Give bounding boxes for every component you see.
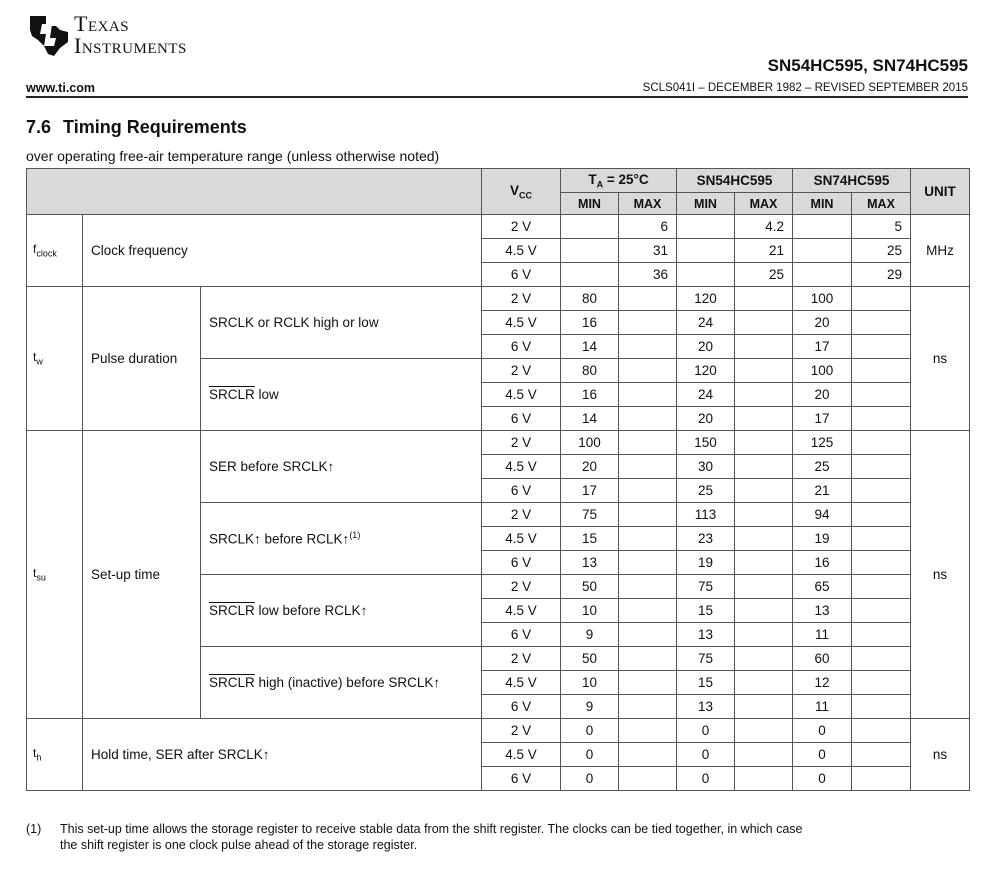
value-cell <box>852 767 911 791</box>
vcc-cell: 4.5 V <box>482 383 561 407</box>
value-cell: 60 <box>793 647 852 671</box>
value-cell <box>852 695 911 719</box>
value-cell <box>619 767 677 791</box>
value-cell <box>793 263 852 287</box>
value-cell: 31 <box>619 239 677 263</box>
header-rule <box>26 96 968 98</box>
value-cell <box>619 383 677 407</box>
value-cell <box>735 647 793 671</box>
value-cell <box>619 719 677 743</box>
value-cell <box>735 599 793 623</box>
section-title: Timing Requirements <box>63 117 247 137</box>
value-cell: 19 <box>677 551 735 575</box>
vcc-cell: 6 V <box>482 263 561 287</box>
value-cell: 20 <box>793 383 852 407</box>
value-cell: 29 <box>852 263 911 287</box>
condition-cell: SRCLR low before RCLK↑ <box>201 575 482 647</box>
value-cell <box>619 359 677 383</box>
website-link[interactable]: www.ti.com <box>26 81 95 95</box>
value-cell <box>735 551 793 575</box>
value-cell: 150 <box>677 431 735 455</box>
value-cell: 6 <box>619 215 677 239</box>
condition-cell: SER before SRCLK↑ <box>201 431 482 503</box>
value-cell <box>735 479 793 503</box>
value-cell: 25 <box>852 239 911 263</box>
vcc-cell: 4.5 V <box>482 527 561 551</box>
value-cell: 24 <box>677 311 735 335</box>
vcc-cell: 2 V <box>482 719 561 743</box>
value-cell: 0 <box>561 719 619 743</box>
value-cell <box>677 263 735 287</box>
value-cell <box>852 335 911 359</box>
value-cell: 125 <box>793 431 852 455</box>
param-description: Hold time, SER after SRCLK↑ <box>83 719 482 791</box>
value-cell <box>735 671 793 695</box>
value-cell <box>619 407 677 431</box>
value-cell: 10 <box>561 671 619 695</box>
value-cell <box>619 335 677 359</box>
value-cell: 0 <box>677 767 735 791</box>
value-cell <box>852 503 911 527</box>
value-cell: 120 <box>677 287 735 311</box>
value-cell: 17 <box>793 407 852 431</box>
param-description: Clock frequency <box>83 215 482 287</box>
value-cell: 15 <box>677 599 735 623</box>
value-cell <box>793 215 852 239</box>
section-number: 7.6 <box>26 117 52 137</box>
value-cell: 0 <box>677 743 735 767</box>
value-cell <box>561 239 619 263</box>
value-cell <box>852 431 911 455</box>
value-cell: 16 <box>793 551 852 575</box>
value-cell: 24 <box>677 383 735 407</box>
value-cell <box>852 551 911 575</box>
value-cell: 0 <box>793 743 852 767</box>
value-cell <box>735 575 793 599</box>
value-cell: 120 <box>677 359 735 383</box>
vcc-cell: 6 V <box>482 695 561 719</box>
value-cell <box>619 599 677 623</box>
header-min: MIN <box>561 193 619 215</box>
header-min: MIN <box>793 193 852 215</box>
value-cell: 11 <box>793 623 852 647</box>
value-cell <box>852 671 911 695</box>
unit-cell: ns <box>911 287 970 431</box>
value-cell <box>852 287 911 311</box>
vcc-cell: 2 V <box>482 359 561 383</box>
value-cell: 30 <box>677 455 735 479</box>
param-symbol: $t_{su}$ <box>27 431 83 719</box>
value-cell <box>852 407 911 431</box>
value-cell <box>852 359 911 383</box>
document-info: SCLS041I – DECEMBER 1982 – REVISED SEPTEMBER 2015 <box>642 82 968 94</box>
condition-cell: SRCLR high (inactive) before SRCLK↑ <box>201 647 482 719</box>
value-cell <box>852 719 911 743</box>
value-cell: 50 <box>561 647 619 671</box>
value-cell: 19 <box>793 527 852 551</box>
value-cell <box>735 767 793 791</box>
value-cell <box>677 239 735 263</box>
vcc-cell: 4.5 V <box>482 239 561 263</box>
param-symbol: $t_w$ <box>27 287 83 431</box>
value-cell: 12 <box>793 671 852 695</box>
value-cell: 4.2 <box>735 215 793 239</box>
header-sn74: SN74HC595 <box>793 169 911 193</box>
value-cell: 16 <box>561 311 619 335</box>
value-cell: 13 <box>677 695 735 719</box>
value-cell: 11 <box>793 695 852 719</box>
value-cell: 10 <box>561 599 619 623</box>
vcc-cell: 4.5 V <box>482 455 561 479</box>
header-min: MIN <box>677 193 735 215</box>
header-max: MAX <box>852 193 911 215</box>
value-cell: 0 <box>793 767 852 791</box>
value-cell: 21 <box>735 239 793 263</box>
value-cell: 113 <box>677 503 735 527</box>
value-cell: 20 <box>561 455 619 479</box>
value-cell: 0 <box>561 767 619 791</box>
vcc-cell: 4.5 V <box>482 311 561 335</box>
condition-cell: SRCLK or RCLK high or low <box>201 287 482 359</box>
table-row <box>27 215 970 239</box>
value-cell <box>852 383 911 407</box>
value-cell: 9 <box>561 695 619 719</box>
vcc-cell: 2 V <box>482 503 561 527</box>
value-cell <box>735 695 793 719</box>
part-numbers: SN54HC595, SN74HC595 <box>767 56 968 75</box>
value-cell <box>619 311 677 335</box>
value-cell: 20 <box>677 335 735 359</box>
vcc-cell: 6 V <box>482 551 561 575</box>
value-cell: 50 <box>561 575 619 599</box>
vcc-cell: 6 V <box>482 335 561 359</box>
value-cell: 36 <box>619 263 677 287</box>
logo-wordmark <box>74 11 187 58</box>
table-row <box>27 287 970 311</box>
value-cell <box>735 455 793 479</box>
value-cell <box>735 743 793 767</box>
footnote <box>26 821 966 853</box>
value-cell: 80 <box>561 287 619 311</box>
vcc-cell: 2 V <box>482 431 561 455</box>
header-max: MAX <box>619 193 677 215</box>
timing-requirements-table <box>26 168 970 791</box>
value-cell: 25 <box>677 479 735 503</box>
value-cell <box>735 359 793 383</box>
vcc-cell: 4.5 V <box>482 671 561 695</box>
value-cell <box>677 215 735 239</box>
value-cell: 15 <box>561 527 619 551</box>
value-cell <box>619 623 677 647</box>
footnote-ref[interactable]: (1) <box>349 530 361 541</box>
texas-state-logo-icon <box>26 12 72 58</box>
table-row <box>27 719 970 743</box>
value-cell <box>735 527 793 551</box>
param-symbol: $t_h$ <box>27 719 83 791</box>
logo-line-2: Instruments <box>74 33 187 58</box>
value-cell <box>619 455 677 479</box>
value-cell: 0 <box>677 719 735 743</box>
logo-line-1: Texas <box>74 11 130 36</box>
header-sn54: SN54HC595 <box>677 169 793 193</box>
condition-cell: SRCLR low <box>201 359 482 431</box>
value-cell <box>852 647 911 671</box>
value-cell: 80 <box>561 359 619 383</box>
unit-cell: MHz <box>911 215 970 287</box>
value-cell: 17 <box>793 335 852 359</box>
value-cell: 21 <box>793 479 852 503</box>
param-description: Pulse duration <box>83 287 201 431</box>
section-heading <box>26 117 247 138</box>
value-cell <box>852 599 911 623</box>
footnote-line-1: (1) This set-up time allows the storage register to receive stable data from the shift register. The clocks can be tied together, in which case <box>26 822 803 836</box>
value-cell <box>735 311 793 335</box>
value-cell <box>619 527 677 551</box>
value-cell: 14 <box>561 335 619 359</box>
value-cell: 5 <box>852 215 911 239</box>
value-cell <box>619 647 677 671</box>
value-cell <box>735 335 793 359</box>
value-cell: 13 <box>793 599 852 623</box>
value-cell <box>852 479 911 503</box>
value-cell <box>852 743 911 767</box>
vcc-cell: 6 V <box>482 623 561 647</box>
value-cell: 13 <box>561 551 619 575</box>
value-cell: 75 <box>677 575 735 599</box>
header-max: MAX <box>735 193 793 215</box>
value-cell <box>619 431 677 455</box>
header-unit: UNIT <box>911 169 970 215</box>
value-cell: 75 <box>561 503 619 527</box>
vcc-cell: 6 V <box>482 767 561 791</box>
condition-cell: SRCLK↑ before RCLK↑$^{(1)}$ <box>201 503 482 575</box>
footnote-marker: (1) <box>26 822 42 836</box>
value-cell <box>619 479 677 503</box>
value-cell: 16 <box>561 383 619 407</box>
value-cell: 14 <box>561 407 619 431</box>
value-cell <box>735 287 793 311</box>
value-cell: 13 <box>677 623 735 647</box>
value-cell <box>619 695 677 719</box>
value-cell <box>852 527 911 551</box>
value-cell <box>793 239 852 263</box>
value-cell <box>852 455 911 479</box>
value-cell <box>561 263 619 287</box>
value-cell <box>852 623 911 647</box>
value-cell <box>619 575 677 599</box>
vcc-cell: 2 V <box>482 287 561 311</box>
value-cell: 65 <box>793 575 852 599</box>
unit-cell: ns <box>911 719 970 791</box>
value-cell: 15 <box>677 671 735 695</box>
vcc-cell: 4.5 V <box>482 743 561 767</box>
value-cell <box>735 623 793 647</box>
table-header-row <box>27 169 970 193</box>
value-cell <box>619 671 677 695</box>
vcc-cell: 2 V <box>482 215 561 239</box>
value-cell: 25 <box>793 455 852 479</box>
value-cell <box>735 383 793 407</box>
param-description: Set-up time <box>83 431 201 719</box>
table-row <box>27 431 970 455</box>
value-cell <box>619 551 677 575</box>
value-cell <box>735 719 793 743</box>
vcc-cell: 6 V <box>482 479 561 503</box>
vcc-cell: 2 V <box>482 647 561 671</box>
value-cell: 100 <box>793 359 852 383</box>
value-cell: 75 <box>677 647 735 671</box>
value-cell <box>735 431 793 455</box>
vcc-cell: 2 V <box>482 575 561 599</box>
value-cell <box>852 575 911 599</box>
footnote-line-2: the shift register is one clock pulse ahead of the storage register. <box>60 838 418 852</box>
value-cell <box>619 743 677 767</box>
value-cell: 9 <box>561 623 619 647</box>
header-blank <box>27 169 482 215</box>
value-cell: 25 <box>735 263 793 287</box>
value-cell: 0 <box>793 719 852 743</box>
value-cell <box>735 407 793 431</box>
value-cell <box>852 311 911 335</box>
vcc-cell: 6 V <box>482 407 561 431</box>
value-cell: 20 <box>793 311 852 335</box>
value-cell <box>561 215 619 239</box>
unit-cell: ns <box>911 431 970 719</box>
section-condition: over operating free-air temperature range (unless otherwise noted) <box>26 148 440 164</box>
header-vcc: $V_{CC}$ <box>482 169 561 215</box>
value-cell: 100 <box>793 287 852 311</box>
vcc-cell: 4.5 V <box>482 599 561 623</box>
value-cell: 23 <box>677 527 735 551</box>
value-cell: 100 <box>561 431 619 455</box>
param-symbol: $f_{clock}$ <box>27 215 83 287</box>
value-cell <box>619 287 677 311</box>
value-cell: 20 <box>677 407 735 431</box>
value-cell: 94 <box>793 503 852 527</box>
value-cell <box>619 503 677 527</box>
value-cell: 0 <box>561 743 619 767</box>
header-ta: $T_A = 25^\circ C$ <box>561 169 677 193</box>
value-cell: 17 <box>561 479 619 503</box>
value-cell <box>735 503 793 527</box>
